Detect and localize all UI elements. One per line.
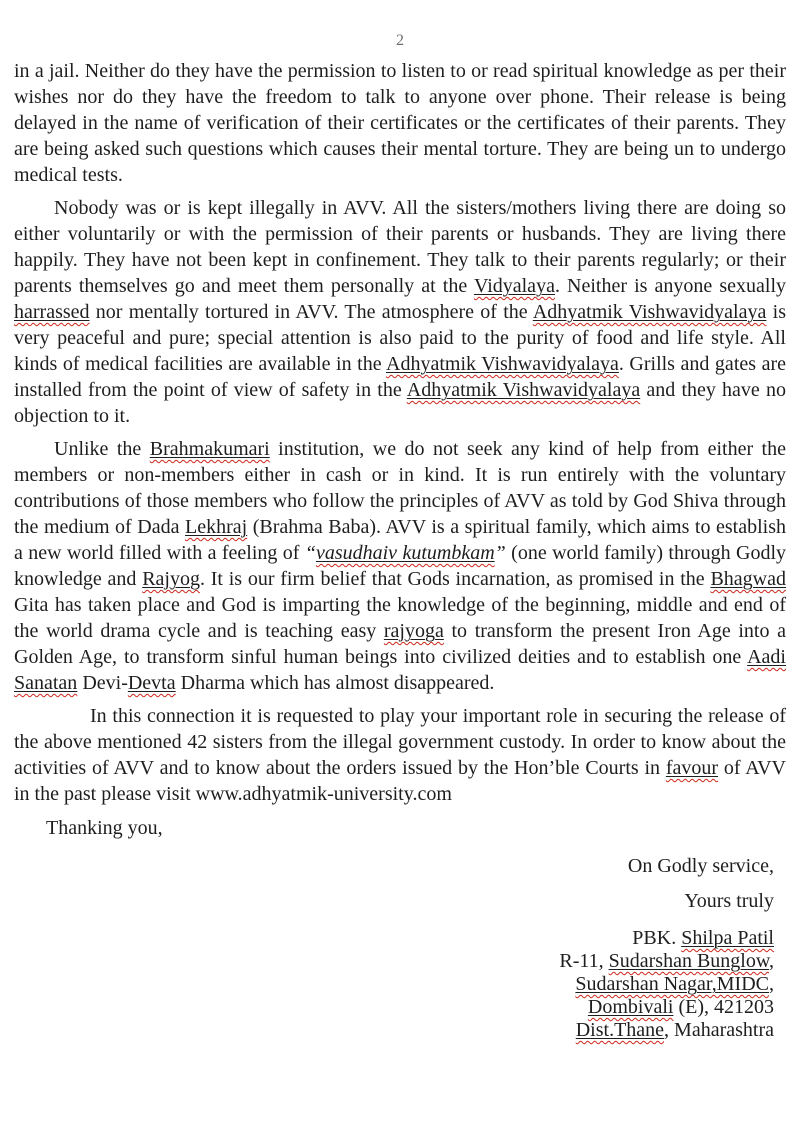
spellcheck-squiggle: Sanatan	[14, 672, 78, 694]
underlined-misspelled-term	[14, 672, 77, 694]
spellcheck-squiggle: Dombivali	[587, 996, 674, 1018]
italic-text: “	[304, 542, 316, 564]
underlined-misspelled-term	[666, 757, 718, 779]
underlined-misspelled-term	[150, 438, 270, 460]
signature-address-line-4: Dist.Thane, Maharashtra	[575, 1019, 774, 1041]
signature-address-line-1: R-11, Sudarshan Bunglow,	[559, 950, 774, 972]
closing-thanking: Thanking you,	[46, 817, 163, 839]
italic-underlined-term	[316, 542, 495, 564]
spellcheck-squiggle: Lekhraj	[185, 516, 248, 538]
underlined-misspelled-term	[474, 275, 555, 297]
letter-body	[0, 50, 800, 1042]
underlined-misspelled-term	[14, 301, 90, 323]
page-number: 2	[396, 32, 404, 49]
spellcheck-squiggle: Adhyatmik Vishwavidyalaya	[386, 353, 619, 375]
spellcheck-squiggle: Devta	[127, 672, 176, 694]
underlined-misspelled-term	[747, 646, 786, 668]
spellcheck-squiggle: Dist.Thane	[575, 1019, 665, 1041]
spellcheck-squiggle: vasudhaiv kutumbkam	[315, 542, 495, 564]
underlined-misspelled-term	[128, 672, 176, 694]
spellcheck-squiggle: Adhyatmik Vishwavidyalaya	[406, 379, 641, 401]
signature-address-line-3: Dombivali (E), 421203	[587, 996, 774, 1018]
underlined-misspelled-term	[142, 568, 200, 590]
spellcheck-squiggle: Rajyog	[142, 568, 200, 590]
underlined-misspelled-term	[407, 379, 640, 401]
spellcheck-squiggle: Adhyatmik Vishwavidyalaya	[532, 301, 767, 323]
spellcheck-squiggle: Vidyalaya	[473, 275, 555, 297]
paragraph-2: Nobody was or is kept illegally in AVV. All the sisters/mothers living there are doing so either voluntarily or with the permission of their parents or husbands. They are living there happily. They have not been kept in confinement. They talk to their parents regularly; or their parents themselves go and meet them personally at the Vidyalaya. Neither is anyone sexually harrassed nor mentally tortured in AVV. The atmosphere of the Adhyatmik Vishwavidyalaya is very peaceful and pure; special attention is also paid to the purity of food and life style. All kinds of medical facilities are available in the Adhyatmik Vishwavidyalaya. Grills and gates are installed from the point of view of safety in the Adhyatmik Vishwavidyalaya and they have no objection to it.	[14, 197, 787, 427]
spellcheck-squiggle: Brahmakumari	[149, 438, 270, 460]
underlined-misspelled-term	[533, 301, 767, 323]
spellcheck-squiggle: Sudarshan Nagar,MIDC	[575, 973, 769, 995]
underlined-misspelled-term	[681, 927, 774, 949]
underlined-misspelled-term	[576, 1019, 664, 1041]
signature-name: PBK. Shilpa Patil	[632, 927, 774, 949]
underlined-misspelled-term	[575, 973, 769, 995]
paragraph-3: Unlike the Brahmakumari institution, we do not seek any kind of help from either the members or non-members either in cash or in kind. It is run entirely with the voluntary contributions of those members who follow the principles of AVV as told by God Shiva through the medium of Dada Lekhraj (Brahma Baba). AVV is a spiritual family, which aims to establish a new world filled with a feeling of “vasudhaiv kutumbkam” (one world family) through Godly knowledge and Rajyog. It is our firm belief that Gods incarnation, as promised in the Bhagwad Gita has taken place and God is imparting the knowledge of the beginning, middle and end of the world drama cycle and is teaching easy rajyoga to transform the present Iron Age into a Golden Age, to transform sinful human beings into civilized deities and to establish one Aadi Sanatan Devi-Devta Dharma which has almost disappeared.	[14, 438, 787, 694]
paragraph-1: in a jail. Neither do they have the permission to listen to or read spiritual knowledge as per their wishes nor do they have the freedom to talk to anyone over phone. Their release is being delayed in the name of verification of their certificates or the certificates of their parents. They are being asked such questions which causes their mental torture. They are being un to undergo medical tests.	[14, 60, 786, 186]
spellcheck-squiggle: harrassed	[14, 301, 90, 323]
spellcheck-squiggle: Sudarshan Bunglow	[608, 950, 769, 972]
closing-on-godly-service: On Godly service,	[627, 855, 774, 877]
underlined-misspelled-term	[386, 353, 619, 375]
closing-yours-truly: Yours truly	[684, 890, 774, 912]
underlined-misspelled-term	[609, 950, 769, 972]
spellcheck-squiggle: favour	[665, 757, 719, 779]
spellcheck-squiggle: Bhagwad	[710, 568, 786, 590]
paragraph-4: In this connection it is requested to play your important role in securing the release of the above mentioned 42 sisters from the illegal government custody. In order to know about the activities of AVV and to know about the orders issued by the Hon’ble Courts in favour of AVV in the past please visit www.adhyatmik-university.com	[14, 705, 786, 805]
spellcheck-squiggle: Shilpa Patil	[681, 927, 774, 949]
signature-address-line-2: Sudarshan Nagar,MIDC,	[575, 973, 774, 995]
spellcheck-squiggle: rajyoga	[383, 620, 444, 642]
underlined-misspelled-term	[384, 620, 444, 642]
spellcheck-squiggle: Aadi	[747, 646, 786, 668]
underlined-misspelled-term	[710, 568, 786, 590]
underlined-misspelled-term	[588, 996, 674, 1018]
italic-text: ”	[494, 542, 506, 564]
underlined-misspelled-term	[185, 516, 247, 538]
